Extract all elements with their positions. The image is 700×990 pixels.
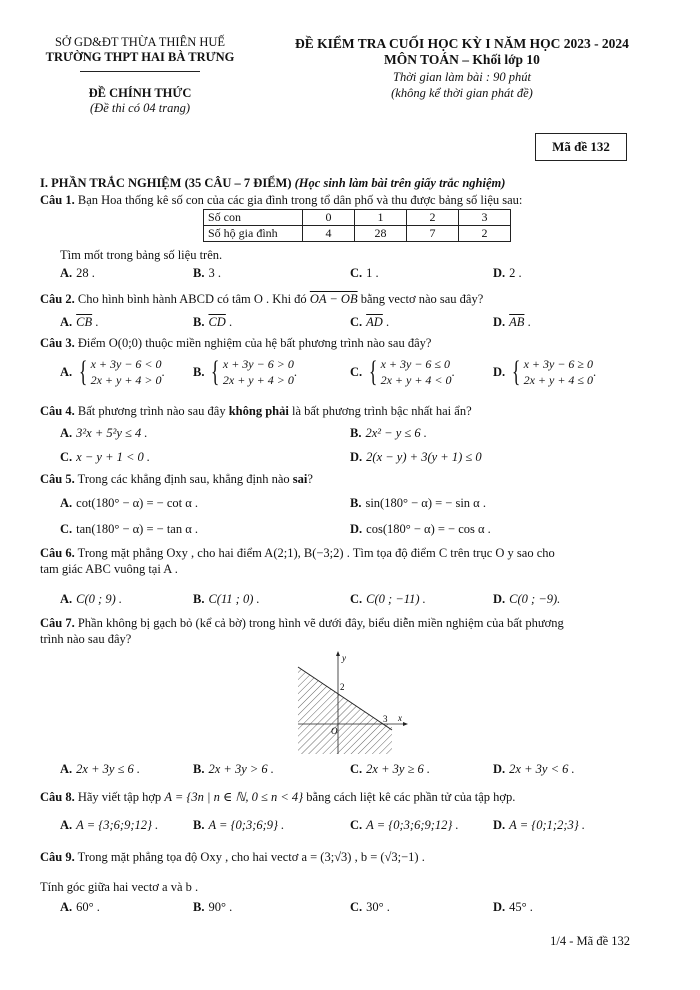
q7-option-b[interactable]: B. 2x + 3y > 6 . xyxy=(193,762,274,776)
origin-label: O xyxy=(331,726,338,736)
table-row xyxy=(204,226,511,242)
q8-option-a[interactable]: A. A = {3;6;9;12} . xyxy=(60,818,159,832)
table-cell: Số con xyxy=(204,210,303,226)
q6-option-a[interactable]: A. C(0 ; 9) . xyxy=(60,592,122,606)
question-7-cont: trình nào sau đây? xyxy=(40,632,132,646)
q7-option-a[interactable]: A. 2x + 3y ≤ 6 . xyxy=(60,762,141,776)
q3-option-a[interactable]: A. { x + 3y − 6 < 0 2x + y + 4 > 0 . xyxy=(60,355,165,388)
q4-option-c[interactable]: C. x − y + 1 < 0 . xyxy=(60,450,151,464)
q1-option-c[interactable]: C. 1 . xyxy=(350,266,379,280)
q6-option-b[interactable]: B. C(11 ; 0) . xyxy=(193,592,260,606)
table-cell: 28 xyxy=(355,226,407,242)
department-name: SỞ GD&ĐT THỪA THIÊN HUẾ xyxy=(54,35,226,49)
q4-option-d[interactable]: D. 2(x − y) + 3(y + 1) ≤ 0 xyxy=(350,450,482,464)
x-axis-label: x xyxy=(398,713,402,723)
q9-option-a[interactable]: A. 60° . xyxy=(60,900,100,914)
q8-option-b[interactable]: B. A = {0;3;6;9} . xyxy=(193,818,285,832)
q9-option-d[interactable]: D. 45° . xyxy=(493,900,533,914)
table-cell: Số hộ gia đình xyxy=(204,226,303,242)
page-footer: 1/4 - Mã đề 132 xyxy=(550,934,630,948)
q3-option-d[interactable]: D. { x + 3y − 6 ≥ 0 2x + y + 4 ≤ 0 . xyxy=(493,355,597,388)
q1-data-table xyxy=(203,209,511,242)
table-cell: 3 xyxy=(459,210,511,226)
subject-line: MÔN TOÁN – Khối lớp 10 xyxy=(384,52,540,67)
official-label: ĐỀ CHÍNH THỨC xyxy=(88,86,192,100)
q8-option-c[interactable]: C. A = {0;3;6;9;12} . xyxy=(350,818,459,832)
y-intercept-label: 2 xyxy=(340,682,345,692)
table-cell: 2 xyxy=(407,210,459,226)
q7-option-c[interactable]: C. 2x + 3y ≥ 6 . xyxy=(350,762,431,776)
table-row xyxy=(204,210,511,226)
table-cell: 0 xyxy=(303,210,355,226)
q1-text: Bạn Hoa thống kê số con của các gia đình trong tổ dân phố và thu được bảng số liệu sau: xyxy=(74,193,523,207)
q2-option-c[interactable]: C. $\overline{AD}$ . xyxy=(350,315,390,329)
q5-option-d[interactable]: D. cos(180° − α) = − cos α . xyxy=(350,522,491,536)
q3-option-c[interactable]: C. { x + 3y − 6 ≤ 0 2x + y + 4 < 0 . xyxy=(350,355,455,388)
question-4: Câu 4. Bất phương trình nào sau đây không phải là bất phương trình bậc nhất hai ẩn? xyxy=(40,404,472,418)
q2-option-b[interactable]: B. $\overline{CD}$ . xyxy=(193,315,233,329)
header-divider xyxy=(80,71,200,72)
question-2: Câu 2. Cho hình bình hành ABCD có tâm O . Khi đó OA − OB bằng vectơ nào sau đây? xyxy=(40,292,484,306)
q6-option-d[interactable]: D. C(0 ; −9). xyxy=(493,592,561,606)
question-6-cont: tam giác ABC vuông tại A . xyxy=(40,562,178,576)
page-count-note: (Đề thi có 04 trang) xyxy=(90,101,190,115)
question-1 xyxy=(40,193,522,208)
exam-code-box: Mã đề 132 xyxy=(535,133,627,161)
q1-option-b[interactable]: B. 3 . xyxy=(193,266,221,280)
q9-option-c[interactable]: C. 30° . xyxy=(350,900,390,914)
q6-option-c[interactable]: C. C(0 ; −11) . xyxy=(350,592,426,606)
section-title-text: I. PHẦN TRẮC NGHIỆM (35 CÂU – 7 ĐIỂM) xyxy=(40,176,295,190)
question-5: Câu 5. Trong các khẳng định sau, khẳng định nào sai? xyxy=(40,472,313,486)
q4-option-b[interactable]: B. 2x² − y ≤ 6 . xyxy=(350,426,427,440)
q4-option-a[interactable]: A. 3²x + 5²y ≤ 4 . xyxy=(60,426,148,440)
q5-option-a[interactable]: A. cot(180° − α) = − cot α . xyxy=(60,496,199,510)
duration-note: (không kể thời gian phát đề) xyxy=(391,86,533,100)
q2-option-d[interactable]: D. $\overline{AB}$ . xyxy=(493,315,531,329)
question-3: Câu 3. Điểm O(0;0) thuộc miền nghiệm của hệ bất phương trình nào sau đây? xyxy=(40,336,432,350)
q5-option-c[interactable]: C. tan(180° − α) = − tan α . xyxy=(60,522,199,536)
q1-ask: Tìm mốt trong bảng số liệu trên. xyxy=(60,248,223,262)
question-6: Câu 6. Trong mặt phẳng Oxy , cho hai điểm A(2;1), B(−3;2) . Tìm tọa độ điểm C trên trục O y sao cho xyxy=(40,546,555,560)
x-intercept-label: 3 xyxy=(383,714,388,724)
question-9: Câu 9. Trong mặt phẳng tọa độ Oxy , cho hai vectơ a = (3;√3) , b = (√3;−1) . xyxy=(40,850,425,864)
q5-option-b[interactable]: B. sin(180° − α) = − sin α . xyxy=(350,496,486,510)
question-8: Câu 8. Hãy viết tập hợp A = {3n | n ∈ ℕ, 0 ≤ n < 4} bằng cách liệt kê các phần tử của tập hợp. xyxy=(40,790,516,804)
q1-label: Câu 1. xyxy=(40,193,75,207)
q2-vector-expr: OA − OB xyxy=(309,292,358,306)
q8-option-d[interactable]: D. A = {0;1;2;3} . xyxy=(493,818,585,832)
y-axis-label: y xyxy=(342,653,346,663)
q1-option-a[interactable]: A. 28 . xyxy=(60,266,95,280)
exam-title: ĐỀ KIỂM TRA CUỐI HỌC KỲ I NĂM HỌC 2023 - 2024 xyxy=(295,36,629,51)
q1-option-d[interactable]: D. 2 . xyxy=(493,266,522,280)
table-cell: 4 xyxy=(303,226,355,242)
q9-ask: Tính góc giữa hai vectơ a và b . xyxy=(40,880,199,894)
table-cell: 1 xyxy=(355,210,407,226)
question-7: Câu 7. Phần không bị gạch bỏ (kể cả bờ) trong hình vẽ dưới đây, biểu diễn miền nghiệm của bất phương xyxy=(40,616,564,630)
table-cell: 2 xyxy=(459,226,511,242)
table-cell: 7 xyxy=(407,226,459,242)
section-note: (Học sinh làm bài trên giấy trắc nghiệm) xyxy=(294,176,506,190)
q9-option-b[interactable]: B. 90° . xyxy=(193,900,233,914)
q2-option-a[interactable]: A. $\overline{CB}$ . xyxy=(60,315,99,329)
school-name: TRƯỜNG THPT HAI BÀ TRƯNG xyxy=(45,50,235,64)
duration: Thời gian làm bài : 90 phút xyxy=(393,70,531,84)
q3-option-b[interactable]: B. { x + 3y − 6 > 0 2x + y + 4 > 0 . xyxy=(193,355,297,388)
section-title xyxy=(40,176,505,191)
q7-option-d[interactable]: D. 2x + 3y < 6 . xyxy=(493,762,575,776)
q7-graph xyxy=(292,650,408,756)
q8-set-expr: A = {3n | n ∈ ℕ, 0 ≤ n < 4} xyxy=(164,790,304,804)
